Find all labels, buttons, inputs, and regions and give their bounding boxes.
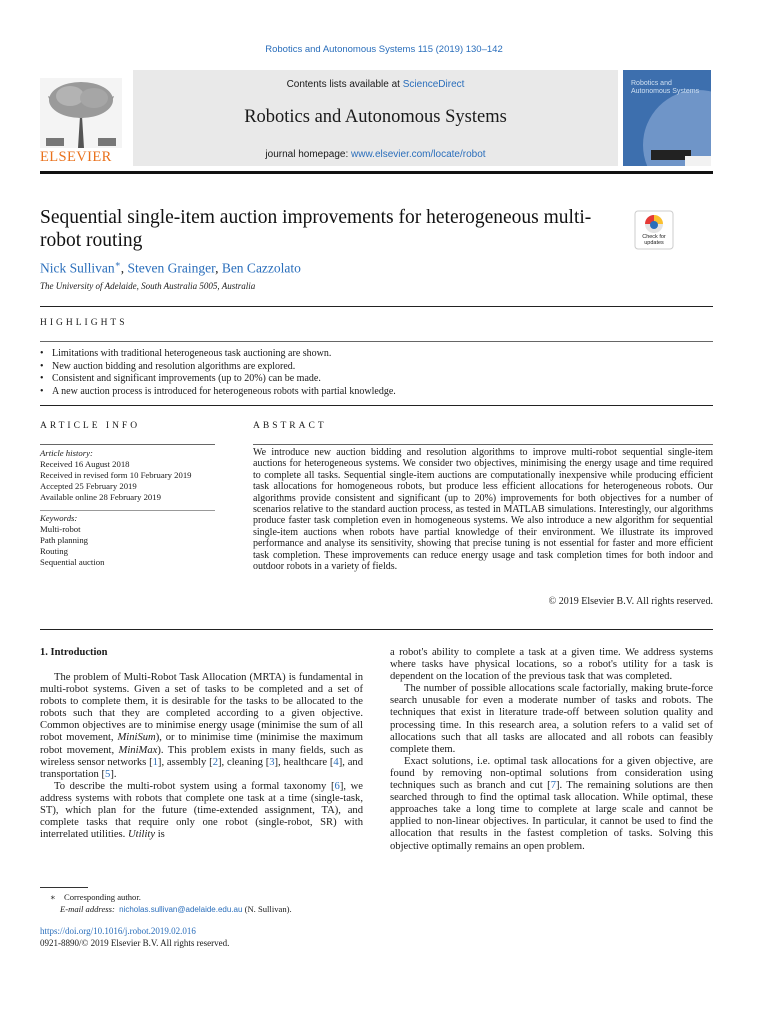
author-1[interactable]: Nick Sullivan	[40, 260, 115, 276]
text-run: ], cleaning [	[218, 756, 270, 768]
highlight-text: Consistent and significant improvements (up to 20%) can be made.	[52, 373, 321, 385]
bullet-icon: •	[40, 373, 44, 385]
text-run: ). This problem exists in many fields, such as wireless sensor networks [	[40, 744, 363, 768]
highlight-item	[40, 386, 713, 399]
history-item: Received 16 August 2018	[40, 459, 130, 469]
text-run: ), or to minimise time (minimise the maximum robot movement,	[40, 732, 364, 756]
text-run: ].	[110, 768, 117, 780]
text-run: To describe the multi-robot system using a formal taxonomy [	[54, 780, 335, 792]
text-run: ], healthcare [	[274, 756, 334, 768]
cover-title: Robotics and Autonomous Systems	[631, 80, 700, 95]
ref-link-7[interactable]: 7	[550, 780, 557, 792]
rule-above-keywords	[40, 510, 215, 511]
ref-link-1[interactable]: 1	[152, 756, 158, 768]
elsevier-tree-logo	[40, 78, 122, 148]
keywords	[40, 513, 215, 568]
journal-homepage-link[interactable]: www.elsevier.com/locate/robot	[351, 149, 486, 160]
article-history	[40, 448, 215, 503]
ref-link-4[interactable]: 4	[333, 756, 339, 768]
contents-prefix: Contents lists available at	[286, 79, 403, 90]
text-run: ]. The remaining solutions are then searched through to find the optimal task allocation. While optimal, these approaches take a long time to complete at large scale and cannot be applied to non-linear objectives. In particular, it cannot be used to find the allocation that results in the fastest completion of tasks. Solving this objective optimally remains an open problem.	[390, 780, 713, 852]
paper-title: Sequential single-item auction improvements for heterogeneous multi-robot routing	[40, 207, 592, 251]
history-label: Article history:	[40, 448, 93, 458]
text-run: The problem of Multi-Robot Task Allocation (MRTA) is fundamental in multi-robot systems. Given a set of tasks to be completed and a set of robots to complete them, it is desirable for the tasks to be allocated to the robots such that they are completed according to a given objective. Common objectives are to minimise energy usage (minimise the sum of all robot movement,	[40, 672, 363, 744]
right-column	[390, 647, 713, 853]
emphasis-minisum: MiniSum	[117, 732, 156, 744]
badge-line-1: Check for	[642, 234, 666, 240]
rule-below-highlights-label	[40, 341, 713, 342]
bullet-icon: •	[40, 385, 44, 397]
email-label: E-mail address:	[60, 904, 115, 914]
journal-cover-image	[623, 70, 711, 166]
doi-link[interactable]: https://doi.org/10.1016/j.robot.2019.02.016	[40, 926, 196, 936]
highlight-text: A new auction process is introduced for heterogeneous robots with partial knowledge.	[52, 385, 396, 397]
header-rule	[40, 171, 713, 174]
rule-above-body	[40, 629, 713, 630]
issn-line: 0921-8890/© 2019 Elsevier B.V. All rights reserved.	[40, 938, 230, 948]
rule-above-info	[40, 405, 713, 406]
keyword-item: Sequential auction	[40, 557, 105, 567]
author-sep-2: ,	[215, 260, 222, 276]
author-3[interactable]: Ben Cazzolato	[221, 260, 301, 276]
ref-link-2[interactable]: 2	[212, 756, 218, 768]
keyword-item: Path planning	[40, 535, 89, 545]
footnote-corresponding	[40, 891, 363, 903]
footnote-note: Corresponding author.	[64, 892, 141, 902]
author-2[interactable]: Steven Grainger	[127, 260, 216, 276]
intro-paragraph-3: a robot's ability to complete a task at a given time. We address systems where tasks have physical locations, so a robot's utility for a task is dependent on the location of the previous task that was completed.	[390, 647, 713, 683]
text-run: ], assembly [	[157, 756, 213, 768]
footnote-email	[40, 903, 363, 916]
ref-link-3[interactable]: 3	[269, 756, 275, 768]
text-run: ], we address systems with robots that complete one task at a time (single-task, ST), which plan for the future (time-extended assignment, TA), and complete tasks that require only one robot (single-robot, SR) with interrelated utilities.	[40, 780, 363, 841]
footnote-rule	[40, 887, 88, 888]
highlight-item	[40, 361, 713, 374]
highlights-label: HIGHLIGHTS	[40, 318, 128, 328]
intro-paragraph-1	[40, 672, 363, 781]
intro-paragraph-4: The number of possible allocations scale factorially, making brute-force search unusable for even a moderate number of tasks and robots. The techniques that exist in literature trade-off between solution quality and processing time. In this research area, a solution refers to a valid set of allocations such that all tasks are allocated and all robots can feasibly complete them.	[390, 683, 713, 755]
abstract-text: We introduce new auction bidding and resolution algorithms to improve multi-robot sequential single-item auctions for heterogeneous systems. We consider two objectives, minimising the energy usage and time required to complete all tasks. Sequential single-item auctions are computationally inexpensive while producing efficient task allocations for homogeneous robots, but produce less efficient allocations for heterogeneous robots. Our algorithms provide consistent and significant (up to 20%) improvements for both objectives for a number of scenarios relative to the standard auction process, as tested in MATLAB simulations. Interestingly, our algorithms produce faster task completion even in homogeneous systems. We also introduce a new algorithm for sequential single-item auctions when robots have partial knowledge of their environment. We illustrate its improved performance and analyse its sensitivity, showing that precise tuning is not essential for faster and more efficient task completion. These improvements can reduce energy usage and task completion times for both indoor and outdoor robots in a variety of fields.	[253, 447, 713, 573]
page-footer	[40, 925, 229, 949]
author-list	[40, 259, 301, 277]
bullet-icon: •	[40, 360, 44, 372]
article-info-label: ARTICLE INFO	[40, 421, 141, 431]
keywords-label: Keywords:	[40, 513, 78, 523]
sciencedirect-link[interactable]: ScienceDirect	[402, 79, 465, 90]
rule-above-highlights	[40, 306, 713, 307]
check-for-updates-badge[interactable]	[634, 210, 674, 250]
section-heading-introduction: 1. Introduction	[40, 647, 108, 658]
highlight-text: Limitations with traditional heterogeneous task auctioning are shown.	[52, 348, 332, 359]
text-run: is	[155, 829, 165, 841]
highlight-item	[40, 373, 713, 386]
affiliation: The University of Adelaide, South Australia 5005, Australia	[40, 281, 256, 291]
elsevier-wordmark: ELSEVIER	[40, 149, 112, 165]
intro-paragraph-5	[390, 756, 713, 853]
abstract-copyright: © 2019 Elsevier B.V. All rights reserved.	[548, 596, 713, 607]
ref-link-6[interactable]: 6	[334, 780, 340, 792]
author-sep-1: ,	[120, 260, 128, 276]
bullet-icon: •	[40, 348, 44, 359]
history-item: Available online 28 February 2019	[40, 492, 161, 502]
highlights-list	[40, 348, 713, 398]
email-name: (N. Sullivan).	[242, 904, 292, 914]
highlight-item	[40, 348, 713, 361]
text-run: Exact solutions, i.e. optimal task allocations for a given objective, are found by removing non-optimal solutions from consideration using techniques such as branch and cut [	[390, 755, 713, 792]
homepage-prefix: journal homepage:	[265, 149, 352, 160]
contents-line	[133, 79, 618, 90]
rule-below-info-label	[40, 444, 215, 445]
footnote	[40, 891, 363, 916]
history-item: Received in revised form 10 February 2019	[40, 470, 192, 480]
keyword-item: Routing	[40, 546, 68, 556]
badge-text	[634, 234, 674, 246]
homepage-line	[133, 149, 618, 160]
journal-citation[interactable]: Robotics and Autonomous Systems 115 (2019) 130–142	[265, 44, 503, 55]
rule-below-abstract-label	[253, 444, 713, 445]
intro-paragraph-2	[40, 781, 363, 841]
author-1-mark[interactable]: ∗	[114, 259, 121, 269]
text-run: ], and transportation [	[40, 756, 363, 780]
history-item: Accepted 25 February 2019	[40, 481, 137, 491]
journal-title: Robotics and Autonomous Systems	[244, 107, 507, 127]
abstract-label: ABSTRACT	[253, 421, 327, 431]
footnote-mark: ∗	[50, 892, 56, 902]
badge-line-2: updates	[644, 240, 664, 246]
ref-link-5[interactable]: 5	[105, 768, 111, 780]
keyword-item: Multi-robot	[40, 524, 81, 534]
highlight-text: New auction bidding and resolution algorithms are explored.	[52, 360, 296, 372]
emphasis-minimax: MiniMax	[118, 744, 158, 756]
emphasis-utility: Utility	[127, 829, 156, 841]
left-column	[40, 672, 363, 841]
email-link[interactable]: nicholas.sullivan@adelaide.edu.au	[119, 905, 243, 914]
